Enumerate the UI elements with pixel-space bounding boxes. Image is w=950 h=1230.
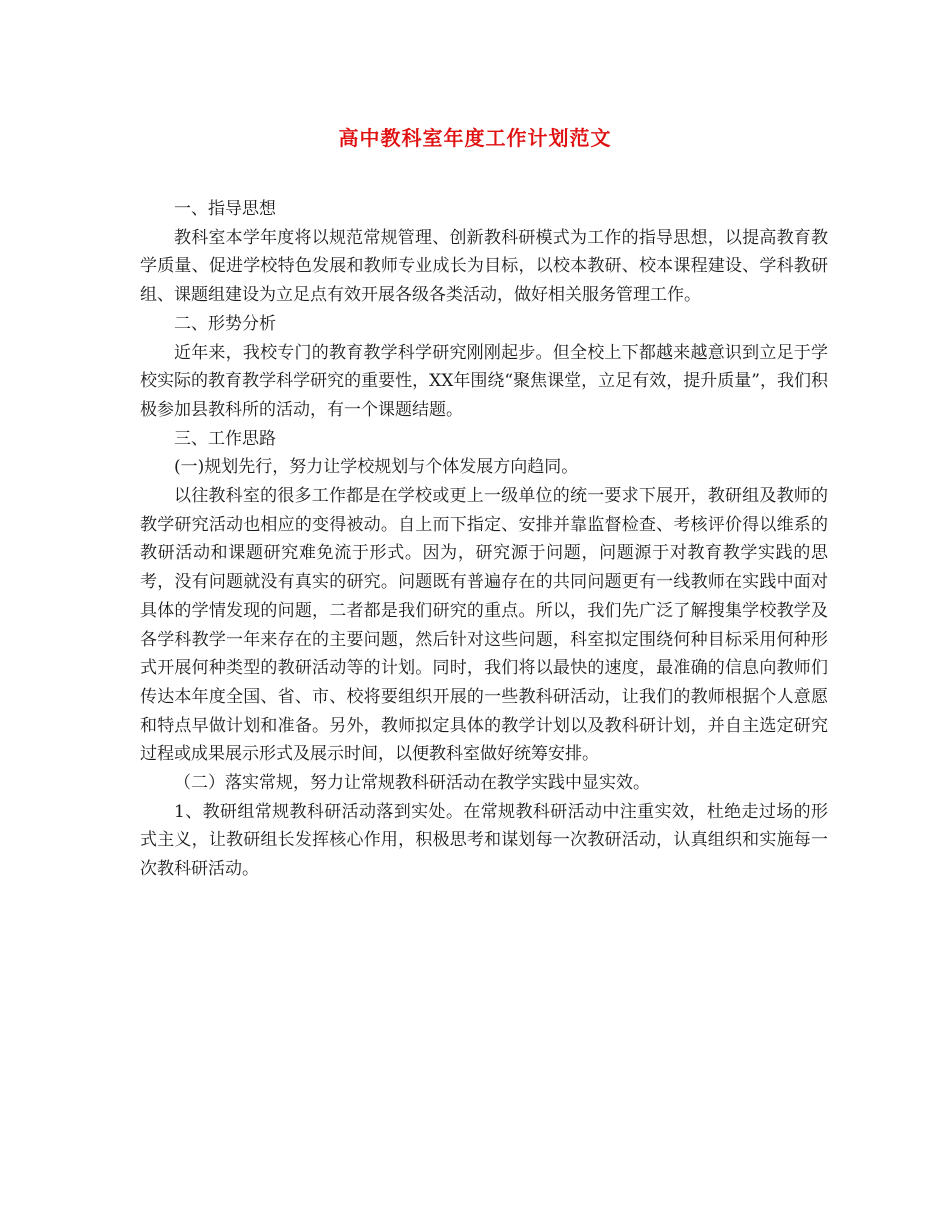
section-heading-work-approach: 三、工作思路: [174, 428, 276, 449]
section-heading-guiding-thought: 一、指导思想: [174, 199, 276, 219]
paragraph-situation-analysis: 近年来，我校专门的教育教学科学研究刚刚起步。但全校上下都越来越意识到立足于学校实际的教育教学科学研究的重要性，XX年围绕“聚焦课堂，立足有效，提升质量”，我们积极参加县教科所的活动，有一个课题结题。: [140, 342, 828, 420]
subheading-implement-routine: （二）落实常规，努力让常规教科研活动在教学实践中显实效。: [174, 773, 650, 794]
paragraph-planning-first: 以往教科室的很多工作都是在学校或更上一级单位的统一要求下展开，教研组及教师的教学研究活动也相应的变得被动。自上而下指定、安排并靠监督检查、考核评价得以维系的教研活动和课题研究难免流于形式。因为，研究源于问题，问题源于对教育教学实践的思考，没有问题就没有真实的研究。问题既有普遍存在的共同问题更有一线教师在实践中面对具体的学情发现的问题，二者都是我们研究的重点。所以，我们先广泛了解搜集学校教学及各学科教学一年来存在的主要问题，然后针对这些问题，科室拟定围绕何种目标采用何种形式开展何种类型的教研活动等的计划。同时，我们将以最快的速度，最准确的信息向教师们传达本年度全国、省、市、校将要组织开展的一些教科研活动，让我们的教师根据个人意愿和特点早做计划和准备。另外，教师拟定具体的教学计划以及教科研计划，并自主选定研究过程或成果展示形式及展示时间，以便教科室做好统筹安排。: [140, 486, 828, 765]
paragraph-guiding-thought: 教科室本学年度将以规范常规管理、创新教科研模式为工作的指导思想，以提高教育教学质量、促进学校特色发展和教师专业成长为目标，以校本教研、校本课程建设、学科教研组、课题组建设为立足点有效开展各级各类活动，做好相关服务管理工作。: [140, 227, 828, 306]
document-title: 高中教科室年度工作计划范文: [338, 126, 612, 150]
paragraph-teaching-group-activities: 1、教研组常规教科研活动落到实处。在常规教科研活动中注重实效，杜绝走过场的形式主义，让教研组长发挥核心作用，积极思考和谋划每一次教研活动，认真组织和实施每一次教科研活动。: [140, 801, 828, 880]
document-body: [140, 195, 828, 884]
subheading-planning-first: (一)规划先行，努力让学校规划与个体发展方向趋同。: [174, 457, 579, 478]
section-heading-situation-analysis: 二、形势分析: [174, 313, 276, 334]
